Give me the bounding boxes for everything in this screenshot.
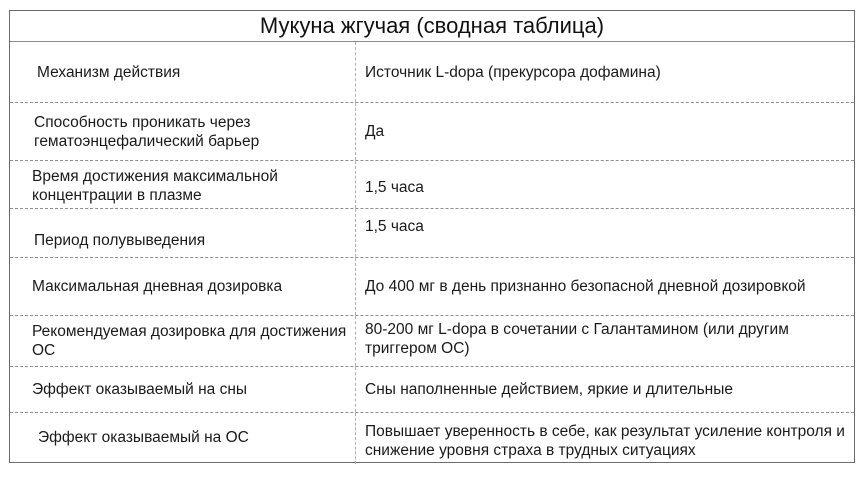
table-row: [10, 367, 854, 413]
column-divider: [355, 161, 356, 208]
table-row: [10, 413, 854, 464]
table-row: [10, 209, 854, 258]
column-divider: [355, 367, 356, 412]
row-label: Механизм действия: [37, 63, 181, 81]
column-divider: [355, 42, 356, 102]
row-value: Повышает уверенность в себе, как результат усиление контроля и снижение уровня страха в трудных ситуациях: [365, 423, 845, 459]
column-divider: [355, 413, 356, 464]
row-label: Эффект оказываемый на сны: [32, 381, 248, 398]
row-label: Максимальная дневная дозировка: [32, 278, 283, 295]
summary-table: [9, 10, 855, 463]
row-value: 1,5 часа: [365, 179, 424, 196]
table-row: [10, 258, 854, 316]
row-label: Способность проникать через гематоэнцефалический барьер: [34, 113, 260, 150]
table-row: [10, 161, 854, 209]
table-row: [10, 42, 854, 103]
column-divider: [355, 316, 356, 366]
column-divider: [355, 258, 356, 315]
row-label: Период полувыведения: [34, 232, 206, 249]
row-value: Да: [365, 123, 385, 140]
column-divider: [355, 209, 356, 257]
table-title: Мукуна жгучая (сводная таблица): [10, 11, 854, 42]
row-value: 1,5 часа: [365, 218, 424, 235]
row-value: Источник L-dopa (прекурсора дофамина): [365, 63, 661, 81]
row-value: 80-200 мг L-dopa в сочетании с Галантамином (или другим триггером ОС): [365, 321, 789, 357]
column-divider: [355, 103, 356, 160]
table-row: [10, 316, 854, 367]
row-label: Время достижения максимальной концентрации в плазме: [32, 168, 278, 204]
table-row: [10, 103, 854, 161]
row-label: Эффект оказываемый на ОС: [38, 429, 249, 446]
row-label: Рекомендуемая дозировка для достижения ОС: [32, 323, 347, 359]
row-value: Сны наполненные действием, яркие и длительные: [365, 381, 733, 398]
row-value: До 400 мг в день признанно безопасной дневной дозировкой: [365, 278, 806, 295]
